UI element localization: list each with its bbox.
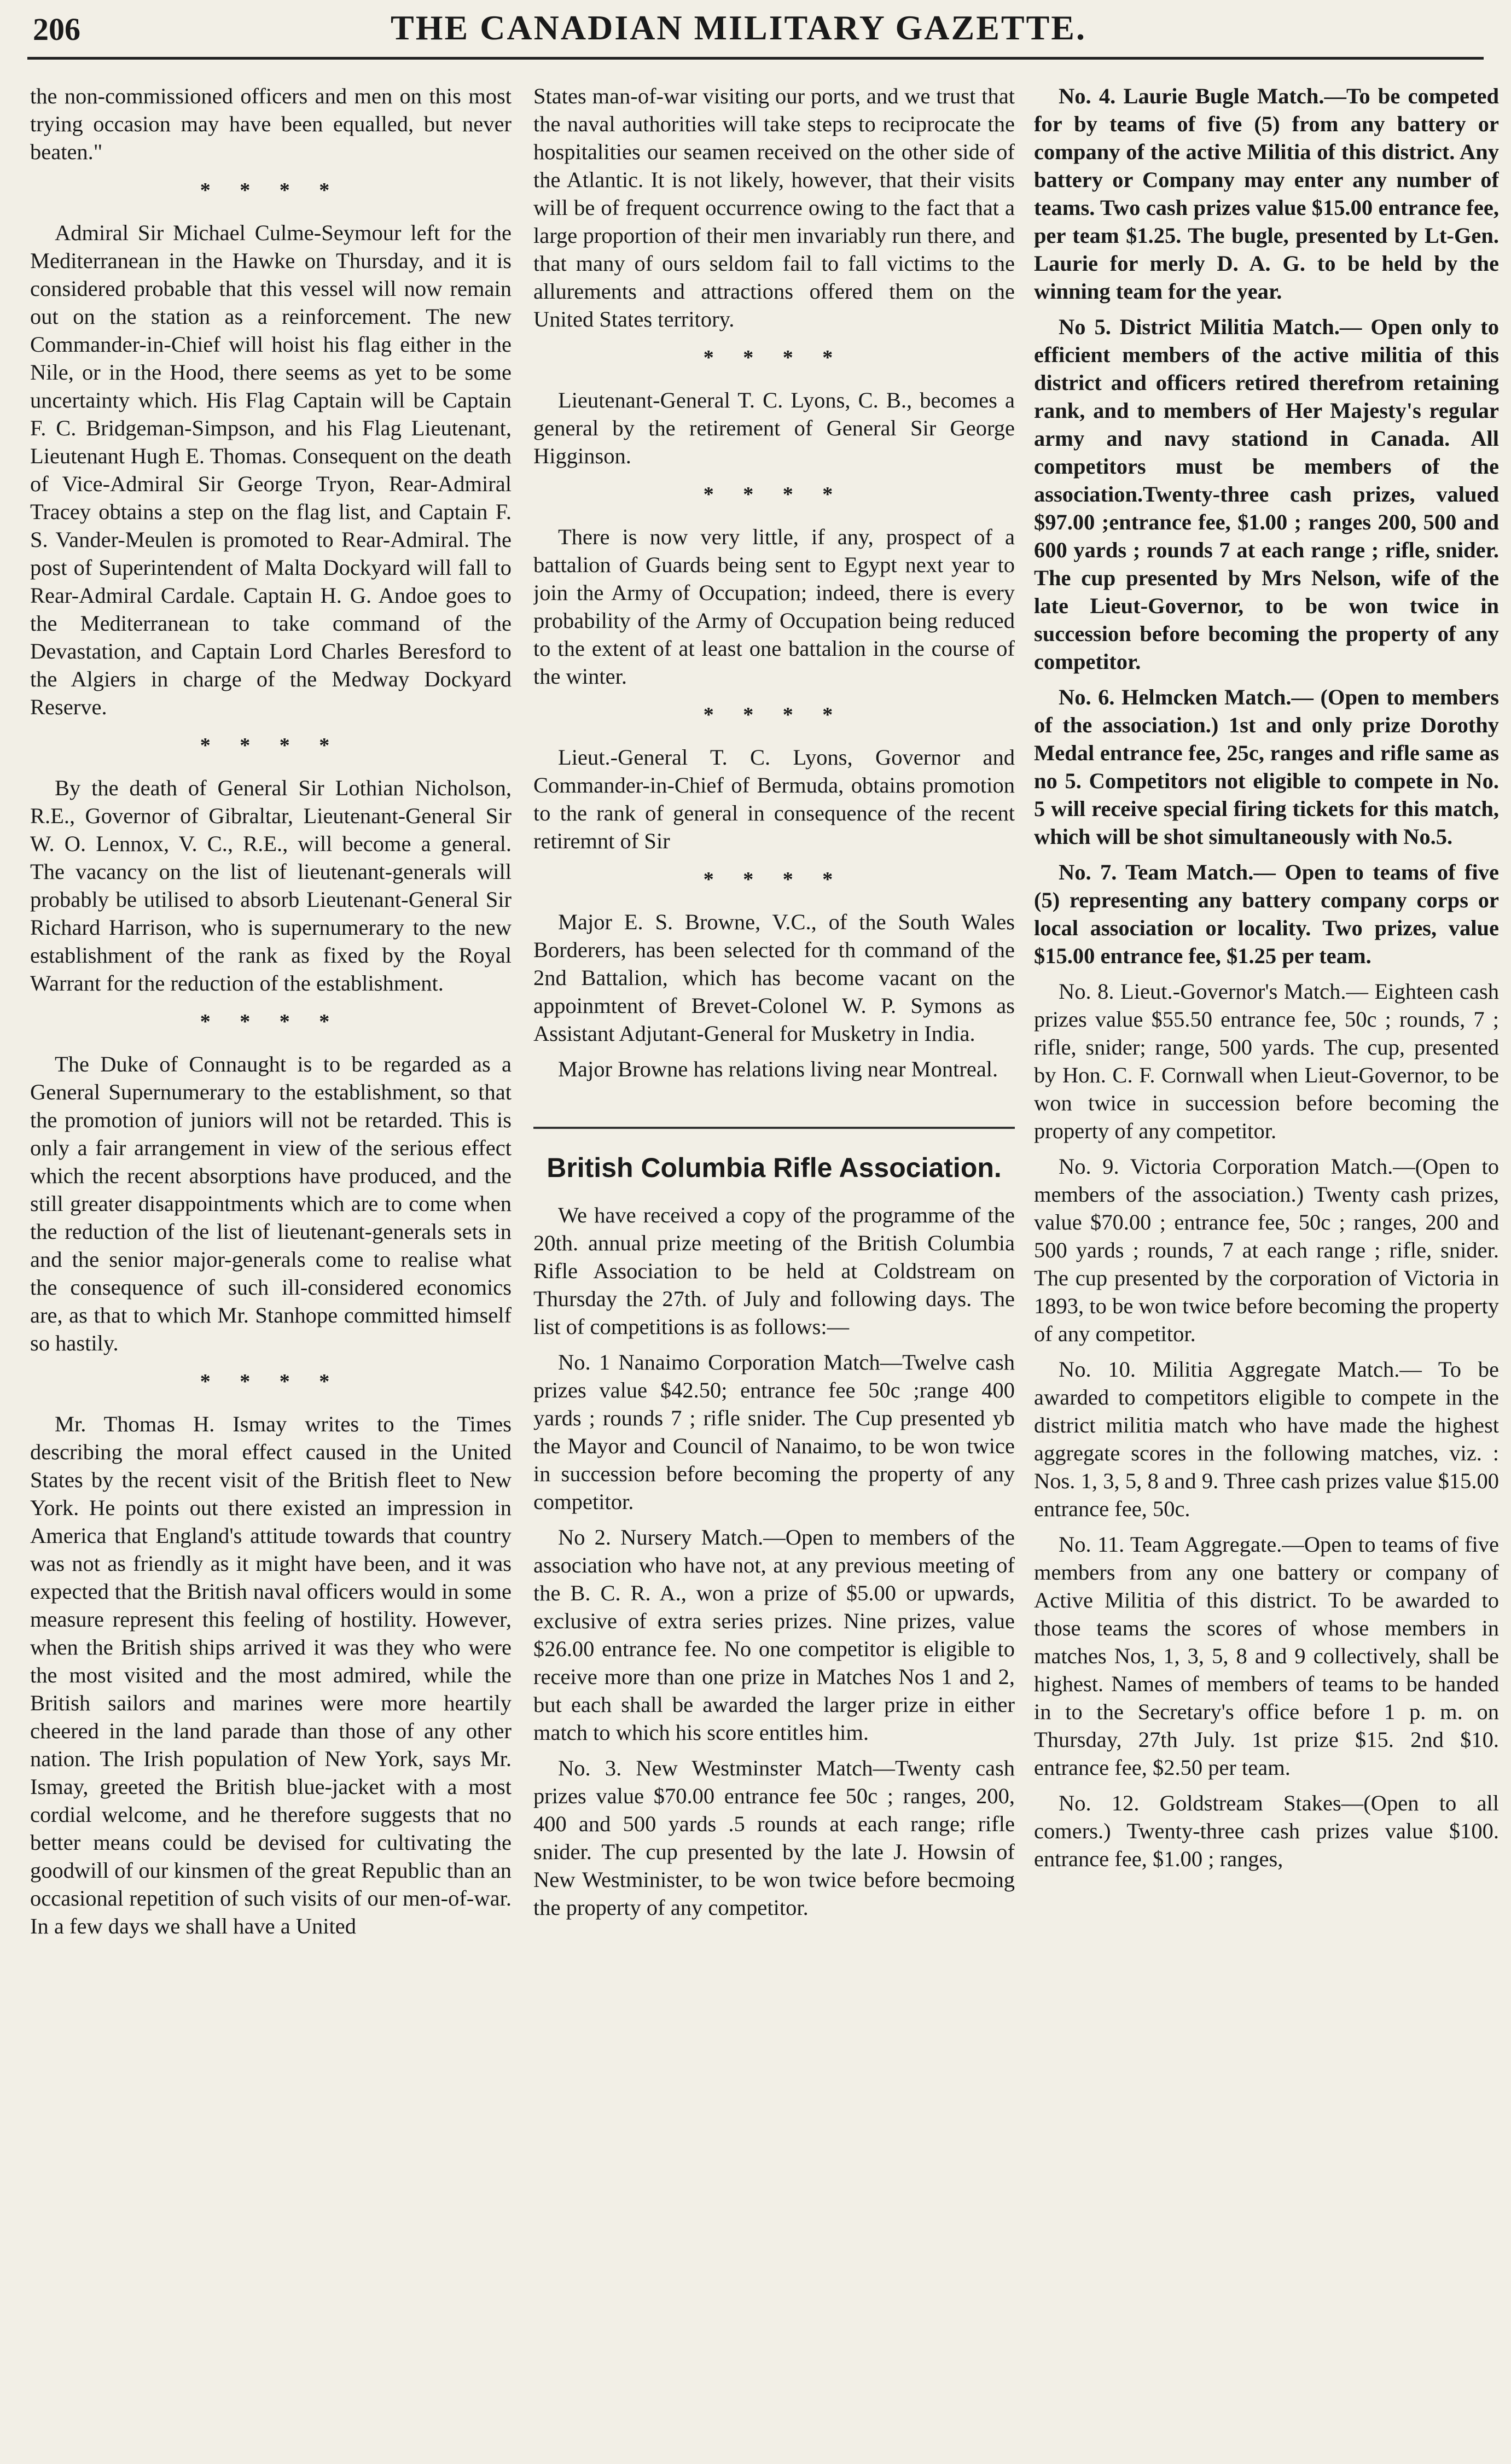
article-paragraph: We have received a copy of the programme of the 20th. annual prize meeting of the British Columbia Rifle Association to be held at Coldstream on Thursday the 27th. of July and following days. The list of competitions is as follows:— <box>533 1203 1015 1339</box>
section-separator: * * * * <box>200 179 342 202</box>
column-2 <box>533 82 1015 2445</box>
match-listing: No. 4. Laurie Bugle Match.—To be competed for by teams of five (5) from any battery or company of the active Militia of this district. Any battery or Company may enter any number of teams. Two cash prizes value $15.00 entrance fee, per team $1.25. The bugle, presented by Lt-Gen. Laurie for merly D. A. G. to be held by the winning team for the year. <box>1034 84 1499 304</box>
match-listing: No 5. District Militia Match.— Open only to efficient members of the active militia of this district and officers retired therefrom retaining rank, and to members of Her Majesty's regular army and navy stationd in Canada. All competitors must be members of the association.Twenty-three cash prizes, valued $97.00 ;entrance fee, $1.00 ; ranges 200, 500 and 600 yards ; rounds 7 at each range ; rifle, snider. The cup presented by Mrs Nelson, wife of the late Lieut-Governor, to be won twice in succession before becoming the property of any competitor. <box>1034 314 1499 674</box>
match-listing: No. 11. Team Aggregate.—Open to teams of five members from any one battery or company of Active Militia of this district. To be awarded to those teams the scores of whose members in matches Nos, 1, 3, 5, 8 and 9 collectively, shall be highest. Names of members of teams to be handed in to the Secretary's office before 1 p. m. on Thursday, 27th July. 1st prize $15. 2nd $10. entrance fee, $2.50 per team. <box>1034 1532 1499 1780</box>
section-separator: * * * * <box>703 483 845 506</box>
article-paragraph: No 2. Nursery Match.—Open to members of the association who have not, at any previous meeting of the B. C. R. A., won a prize of $5.00 or upwards, exclusive of extra series prizes. Nine prizes, value $26.00 entrance fee. No one competitor is eligible to receive more than one prize in Matches Nos 1 and 2, but each shall be awarded the larger prize in either match to which his score entitles him. <box>533 1525 1015 1745</box>
article-paragraph: The Duke of Connaught is to be regarded as a General Supernumerary to the establishment, so that the promotion of juniors will not be retarded. This is only a fair arrangement in view of the serious effect which the recent absorptions have produced, and the still greater disappointments which are to come when the reduction of the list of lieutenant-generals sets in and the senior major-generals come to realise what the consequence of such ill-considered economics are, as that to which Mr. Stanhope committed himself so hastily. <box>30 1052 512 1355</box>
article-paragraph: States man-of-war visiting our ports, and we trust that the naval authorities will take steps to reciprocate the hospitalities our seamen received on the other side of the Atlantic. It is not likely, however, that their visits will be of frequent occurrence owing to the fact that a large proportion of their men invariably run there, and that many of ours seldom fail to fall victims to the allurements and attractions offered them on the United States territory. <box>533 84 1015 331</box>
article-paragraph: Major Browne has relations living near Montreal. <box>558 1057 998 1081</box>
section-separator: * * * * <box>703 703 845 726</box>
match-listing: No. 8. Lieut.-Governor's Match.— Eighteen cash prizes value $55.50 entrance fee, 50c ; rounds, 7 ; rifle, snider; range, 500 yards. The cup, presented by Hon. C. F. Cornwall when Lieut-Governor, to be won twice in succession before becoming the property of any competitor. <box>1034 979 1499 1143</box>
article-paragraph: Mr. Thomas H. Ismay writes to the Times describing the moral effect caused in the United States by the recent visit of the British fleet to New York. He points out there existed an impression in America that England's attitude towards that country was not as friendly as it might have been, and it was expected that the British naval officers would in some measure represent this feeling of hostility. However, when the British ships arrived it was they who were the most visited and the most admired, while the British sailors and marines were more heartily cheered in the land parade than those of any other nation. The Irish population of New York, says Mr. Ismay, greeted the British blue-jacket with a most cordial welcome, and he therefore suggests that no better means could be devised for cultivating the goodwill of our kinsmen of the great Republic than an occasional repetition of such visits of our men-of-war. In a few days we shall have a United <box>30 1412 512 1938</box>
section-separator: * * * * <box>703 868 845 891</box>
article-paragraph: There is now very little, if any, prospect of a battalion of Guards being sent to Egypt next year to join the Army of Occupation; indeed, there is every probability of the Army of Occupation being reduced to the extent of at least one battalion in the course of the winter. <box>533 525 1015 689</box>
article-paragraph: By the death of General Sir Lothian Nicholson, R.E., Governor of Gibraltar, Lieutenant-General Sir W. O. Lennox, V. C., R.E., will become a general. The vacancy on the list of lieutenant-generals will probably be utilised to absorb Lieutenant-General Sir Richard Harrison, who is supernumerary to the new establishment of the rank as fixed by the Royal Warrant for the reduction of the establishment. <box>30 776 512 995</box>
article-paragraph: Major E. S. Browne, V.C., of the South Wales Borderers, has been selected for th command of the 2nd Battalion, which has become vacant on the appoinmtent of Brevet-Colonel W. P. Symons as Assistant Adjutant-General for Musketry in India. <box>533 910 1015 1046</box>
match-listing: No. 6. Helmcken Match.— (Open to members of the association.) 1st and only prize Dorothy Medal entrance fee, 25c, ranges and rifle same as no 5. Competitors not eligible to compete in No. 5 will receive special firing tickets for this match, which will be shot simultaneously with No.5. <box>1034 685 1499 849</box>
article-paragraph: Lieut.-General T. C. Lyons, Governor and Commander-in-Chief of Bermuda, obtains promotion to the rank of general in consequence of the recent retiremnt of Sir <box>533 745 1015 853</box>
header-rule <box>27 57 1484 60</box>
column-3 <box>1034 82 1499 2445</box>
article-paragraph: the non-commissioned officers and men on this most trying occasion may have been equalled, but never beaten." <box>30 84 512 164</box>
match-listing: No. 9. Victoria Corporation Match.—(Open to members of the association.) Twenty cash prizes, value $70.00 ; entrance fee, 50c ; ranges, 200 and 500 yards ; rounds, 7 at each range ; rifle, snider. The cup presented by the corporation of Victoria in 1893, to be won twice before becoming the property of any competitor. <box>1034 1154 1499 1346</box>
match-listing: No. 10. Militia Aggregate Match.— To be awarded to competitors eligible to compete in the district militia match who have made the highest aggregate scores in the following matches, viz. : Nos. 1, 3, 5, 8 and 9. Three cash prizes value $15.00 entrance fee, 50c. <box>1034 1357 1499 1521</box>
column-1 <box>30 82 512 2445</box>
section-separator: * * * * <box>200 1370 342 1393</box>
article-paragraph: No. 1 Nanaimo Corporation Match—Twelve cash prizes value $42.50; entrance fee 50c ;range 400 yards ; rounds 7 ; rifle snider. The Cup presented yb the Mayor and Council of Nanaimo, to be won twice in succession before becoming the property of any competitor. <box>533 1350 1015 1514</box>
article-paragraph: Lieutenant-General T. C. Lyons, C. B., becomes a general by the retirement of General Sir George Higginson. <box>533 388 1015 468</box>
match-listing: No. 12. Goldstream Stakes—(Open to all comers.) Twenty-three cash prizes value $100. entrance fee, $1.00 ; ranges, <box>1034 1791 1499 1871</box>
section-separator: * * * * <box>200 1010 342 1033</box>
page-number: 206 <box>33 11 80 47</box>
section-heading: British Columbia Rifle Association. <box>533 1127 1015 1185</box>
masthead-title: THE CANADIAN MILITARY GAZETTE. <box>391 8 1086 47</box>
match-listing: No. 7. Team Match.— Open to teams of five (5) representing any battery company corps or local association or locality. Two prizes, value $15.00 entrance fee, $1.25 per team. <box>1034 860 1499 968</box>
article-paragraph: Admiral Sir Michael Culme-Seymour left for the Mediterranean in the Hawke on Thursday, and it is considered probable that this vessel will now remain out on the station as a reinforcement. The new Commander-in-Chief will hoist his flag either in the Nile, or in the Hood, there seems as yet to be some uncertainty which. His Flag Captain will be Captain F. C. Bridgeman-Simpson, and his Flag Lieutenant, Lieutenant Hugh E. Thomas. Consequent on the death of Vice-Admiral Sir George Tryon, Rear-Admiral Tracey obtains a step on the flag list, and Captain F. S. Vander-Meulen is promoted to Rear-Admiral. The post of Superintendent of Malta Dockyard will fall to Rear-Admiral Cardale. Captain H. G. Andoe goes to the Mediterranean to take command of the Devastation, and Captain Lord Charles Beresford to the Algiers in charge of the Medway Dockyard Reserve. <box>30 220 512 719</box>
section-separator: * * * * <box>703 346 845 369</box>
section-separator: * * * * <box>200 734 342 757</box>
article-paragraph: No. 3. New Westminster Match—Twenty cash prizes value $70.00 entrance fee 50c ; ranges, 200, 400 and 500 yards .5 rounds at each range; rifle snider. The cup presented by the late J. Howsin of New Westminister, to be won twice before becmoing the property of any competitor. <box>533 1756 1015 1920</box>
